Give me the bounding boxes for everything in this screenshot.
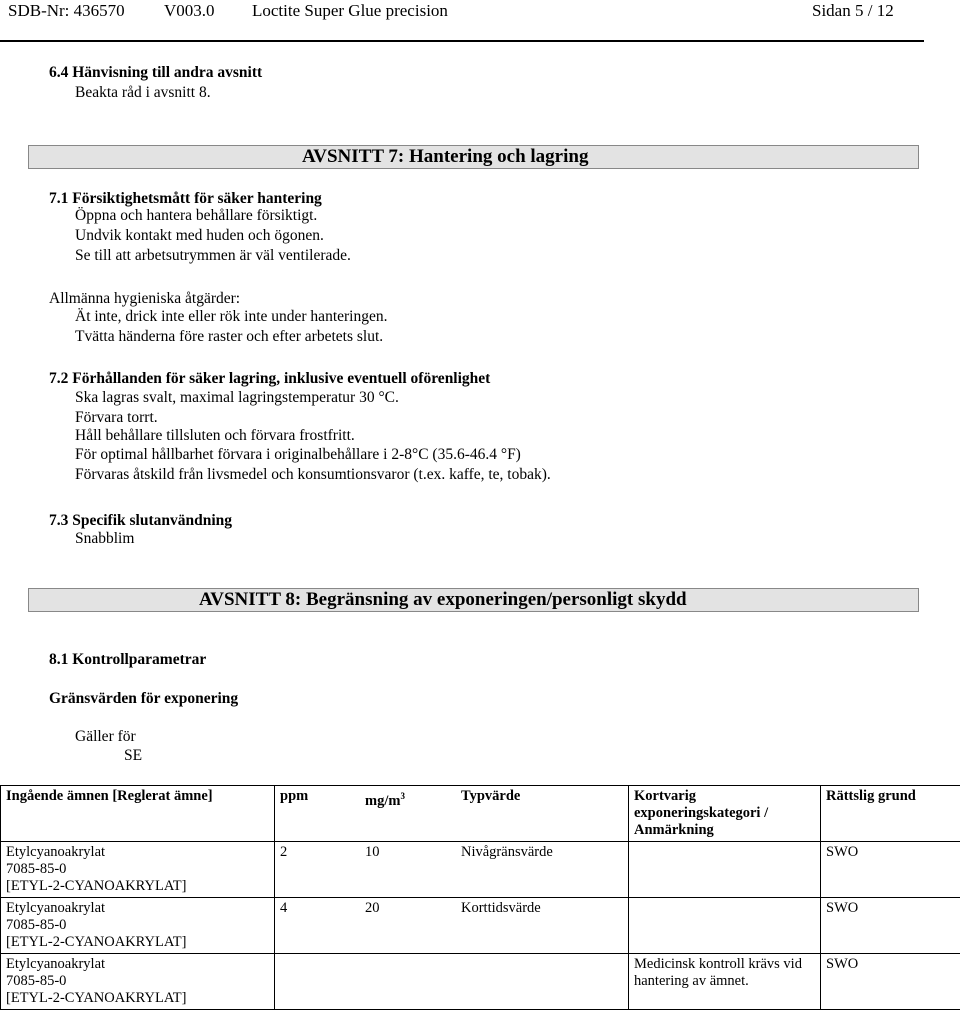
mgm3-value [360,954,456,1009]
version: V003.0 [164,1,215,21]
basis-cell: SWO [821,842,960,898]
category-cell [629,842,821,898]
header-rule [0,40,924,42]
s71-title: 7.1 Försiktighetsmått för säker hantering [49,190,322,208]
exposure-table [0,785,960,1010]
s72-line: Förvaras åtskild från livsmedel och konsumtionsvaror (t.ex. kaffe, te, tobak). [75,466,551,484]
substance-cell: Etylcyanoakrylat 7085-85-0 [ETYL-2-CYANOAKRYLAT] [1,954,275,1010]
basis-cell: SWO [821,898,960,954]
applies-value: SE [124,747,142,765]
s64-text: Beakta råd i avsnitt 8. [75,84,211,102]
type-value: Nivågränsvärde [456,842,626,897]
hygiene-line: Ät inte, drick inte eller rök inte under hanteringen. [75,308,387,326]
mgm3-value: 10 [360,842,456,897]
s71-line: Se till att arbetsutrymmen är väl ventilerade. [75,247,351,265]
section8-title: AVSNITT 8: Begränsning av exponeringen/personligt skydd [199,589,687,611]
ppm-value: 2 [275,842,360,897]
category-cell [629,898,821,954]
ppm-value [275,954,360,1009]
mgm3-value: 20 [360,898,456,953]
header-ppm: ppm [275,786,360,841]
header-values [275,786,629,842]
ppm-value: 4 [275,898,360,953]
hygiene-line: Tvätta händerna före raster och efter arbetets slut. [75,328,383,346]
category-cell: Medicinsk kontroll krävs vid hantering av ämnet. [629,954,821,1010]
header-mgm3: $mg/m^3$ [360,786,456,841]
basis-cell: SWO [821,954,960,1010]
product-name: Loctite Super Glue precision [252,1,448,21]
s72-line: Ska lagras svalt, maximal lagringstemperatur 30 °C. [75,389,399,407]
s72-line: Håll behållare tillsluten och förvara frostfritt. [75,427,355,445]
s72-title: 7.2 Förhållanden för säker lagring, inklusive eventuell oförenlighet [49,370,490,388]
applies-label: Gäller för [75,728,136,746]
header-category: Kortvarig exponeringskategori / Anmärkning [629,786,821,842]
table-row [1,954,960,1010]
s81-title: 8.1 Kontrollparametrar [49,651,206,669]
s73-text: Snabblim [75,530,134,548]
header-substance: Ingående ämnen [Reglerat ämne] [1,786,275,842]
s73-title: 7.3 Specifik slutanvändning [49,512,232,530]
s81-subtitle: Gränsvärden för exponering [49,690,238,708]
sdb-number: SDB-Nr: 436570 [8,1,125,21]
substance-cell: Etylcyanoakrylat 7085-85-0 [ETYL-2-CYANOAKRYLAT] [1,898,275,954]
values-cell [275,842,629,898]
s72-line: Förvara torrt. [75,409,158,427]
substance-cell: Etylcyanoakrylat 7085-85-0 [ETYL-2-CYANOAKRYLAT] [1,842,275,898]
table-row [1,898,960,954]
table-row [1,842,960,898]
values-cell [275,898,629,954]
values-cell [275,954,629,1010]
header-basis: Rättslig grund [821,786,960,842]
header-type: Typvärde [456,786,626,841]
s71-line: Öppna och hantera behållare försiktigt. [75,207,317,225]
hygiene-title: Allmänna hygieniska åtgärder: [49,290,240,308]
section7-title: AVSNITT 7: Hantering och lagring [302,146,588,168]
type-value [456,954,626,1009]
type-value: Korttidsvärde [456,898,626,953]
table-header-row [1,786,960,842]
s71-line: Undvik kontakt med huden och ögonen. [75,227,324,245]
page-number: Sidan 5 / 12 [812,1,894,21]
s72-line: För optimal hållbarhet förvara i originalbehållare i 2-8°C (35.6-46.4 °F) [75,446,521,464]
s64-title: 6.4 Hänvisning till andra avsnitt [49,64,262,82]
